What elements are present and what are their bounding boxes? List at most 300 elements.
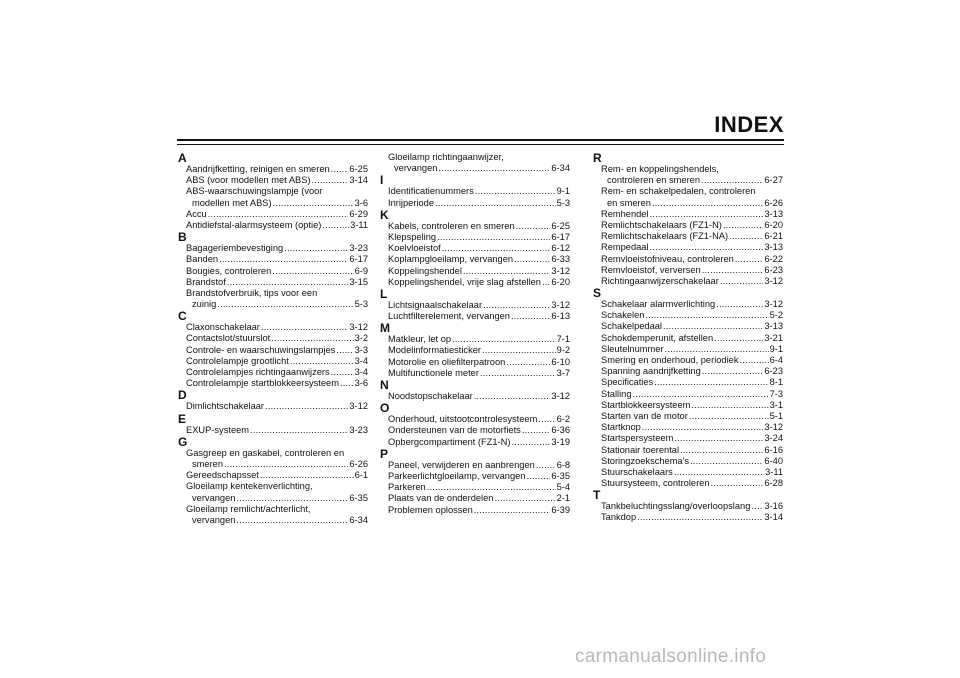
dot-leader [522, 425, 551, 436]
dot-leader [217, 299, 353, 310]
index-entry-text: Lichtsignaalschakelaar [388, 299, 483, 310]
index-column-2 [380, 152, 570, 516]
index-page-ref: 6-29 [349, 208, 368, 219]
index-entry [380, 198, 570, 209]
index-entry [593, 501, 783, 512]
index-entry-text: Rem- en koppelingshendels, [601, 164, 719, 174]
index-page-ref: 5-2 [769, 310, 783, 321]
index-entry-text: Controlelampjes richtingaanwijzers [186, 367, 330, 377]
dot-leader [654, 377, 768, 388]
index-entry-text: Contactslot/stuurslot [186, 333, 271, 344]
index-entry-text: Aandrijfketting, reinigen en smeren [186, 164, 330, 174]
dot-leader [322, 220, 349, 231]
index-page-ref: 7-3 [769, 388, 783, 399]
index-page-ref: 3-6 [354, 378, 368, 389]
dot-leader [720, 276, 764, 287]
index-entry-text: Paneel, verwijderen en aanbrengen [388, 459, 535, 470]
dot-leader [480, 368, 556, 379]
dot-leader [689, 411, 769, 422]
index-entry [178, 266, 368, 277]
dot-leader [208, 209, 349, 220]
index-entry-text: Remvloeistof, verversen [601, 264, 701, 275]
index-page-ref: 3-19 [551, 436, 570, 447]
index-entry [380, 152, 570, 174]
index-page-ref: 3-13 [764, 242, 783, 253]
dot-leader [702, 366, 764, 377]
index-page-ref: 3-2 [354, 333, 368, 344]
index-entry [593, 422, 783, 433]
index-section-letter: A [178, 151, 187, 165]
dot-leader [751, 501, 763, 512]
index-entry-text: Tankdop [601, 512, 637, 523]
dot-leader [452, 334, 556, 345]
index-entry [593, 344, 783, 355]
index-entry-text: EXUP-systeem [186, 424, 250, 435]
index-entry-text: ABS (voor modellen met ABS) [186, 175, 311, 186]
dot-leader [438, 163, 550, 174]
index-entry [593, 411, 783, 422]
index-page-ref: 3-3 [354, 344, 368, 355]
index-entry-text: Starten van de motor [601, 410, 688, 421]
index-entry [380, 334, 570, 345]
dot-leader [633, 389, 769, 400]
index-column-3 [593, 152, 783, 524]
index-page-ref: 6-20 [764, 219, 783, 230]
dot-leader [435, 198, 556, 209]
index-entry-text: Opbergcompartiment (FZ1-N) [388, 436, 511, 447]
dot-leader [483, 300, 550, 311]
index-entry [380, 221, 570, 232]
index-page-ref: 3-12 [349, 322, 368, 333]
index-entry-text: Smering en onderhoud, periodiek [601, 355, 739, 365]
index-entry-text: Koppelingshendel, vrije slag afstellen [388, 276, 541, 287]
index-entry [380, 277, 570, 288]
index-entry-text: Koelvloeistof [388, 243, 441, 254]
index-section-letter: B [178, 230, 187, 245]
index-entry-text: Brandstofverbruik, tips voor een [186, 287, 318, 298]
index-entry [593, 478, 783, 489]
index-page-ref: 6-13 [551, 311, 570, 322]
index-page-ref: 6-20 [551, 276, 570, 287]
index-page-ref: 6-17 [551, 231, 570, 242]
index-page-ref: 6-27 [764, 175, 783, 186]
index-entry-text: Specificaties [601, 377, 654, 388]
dot-leader [645, 310, 768, 321]
dot-leader [723, 220, 764, 231]
index-entry [380, 471, 570, 482]
index-entry [178, 448, 368, 470]
index-entry [593, 445, 783, 456]
index-page-ref: 3-7 [556, 367, 570, 378]
index-section-letter: I [380, 173, 384, 188]
dot-leader [312, 175, 349, 186]
index-entry [593, 231, 783, 242]
index-page-ref: 6-1 [354, 470, 368, 481]
index-entry [178, 254, 368, 265]
index-entry-text: Controlelampje grootlicht [186, 355, 289, 366]
index-section-letter: G [178, 434, 188, 449]
index-page-ref: 3-23 [349, 424, 368, 435]
dot-leader [542, 277, 550, 288]
index-page-ref: 3-11 [350, 219, 368, 230]
index-entry-text: controleren en smeren [607, 175, 701, 186]
index-page-ref: 6-17 [349, 254, 368, 265]
index-entry [380, 425, 570, 436]
index-entry [380, 311, 570, 322]
index-page-ref: 6-16 [764, 444, 783, 455]
index-page-ref: 5-3 [354, 299, 368, 310]
index-entry [380, 357, 570, 368]
index-entry [593, 310, 783, 321]
index-entry-text: Matkleur, let op [388, 334, 452, 345]
dot-leader [702, 265, 764, 276]
index-page-ref: 6-25 [551, 220, 570, 231]
dot-leader [250, 425, 348, 436]
dot-leader [516, 221, 551, 232]
index-entry [380, 414, 570, 425]
index-entry [178, 220, 368, 231]
index-entry [380, 493, 570, 504]
index-entry [178, 425, 368, 436]
dot-leader [271, 333, 353, 344]
index-page-ref: 3-14 [349, 175, 368, 186]
dot-leader [674, 467, 764, 478]
index-section-letter: P [380, 446, 389, 461]
index-entry [178, 470, 368, 481]
index-entry-text: Dimlichtschakelaar [186, 401, 265, 412]
index-page-ref: 6-22 [764, 253, 783, 264]
dot-leader [331, 367, 354, 378]
index-page-ref: 9-1 [556, 186, 570, 197]
dot-leader [284, 243, 348, 254]
index-entry-text: Stalling [601, 388, 632, 399]
index-entry [593, 333, 783, 344]
index-section-letter: R [593, 151, 602, 165]
dot-leader [482, 345, 556, 356]
dot-leader [663, 321, 763, 332]
index-page-ref: 3-12 [764, 275, 783, 286]
dot-leader [680, 445, 763, 456]
index-page-ref: 6-28 [764, 478, 783, 489]
index-entry-text: Onderhoud, uitstootcontrolesysteem [388, 414, 538, 425]
index-entry-text: Claxonschakelaar [186, 322, 260, 333]
dot-leader [265, 401, 348, 412]
index-entry-text: Brandstof [186, 276, 226, 287]
index-entry-text: Sleutelnummer [601, 343, 664, 354]
index-page-ref: 3-4 [354, 355, 368, 366]
index-page-ref: 3-23 [349, 243, 368, 254]
index-entry-text: Banden [186, 254, 219, 265]
index-entry-text: Plaats van de onderdelen [388, 493, 494, 504]
dot-leader [260, 470, 354, 481]
dot-leader [224, 459, 348, 470]
dot-leader [442, 243, 551, 254]
dot-leader [437, 232, 550, 243]
index-page-ref: 9-2 [556, 345, 570, 356]
index-entry [593, 276, 783, 287]
index-entry [178, 481, 368, 503]
index-entry-text: Controlelampje startblokkeersysteem [186, 378, 339, 389]
index-page-ref: 6-4 [769, 355, 783, 365]
dot-leader [536, 460, 556, 471]
index-page-ref: 7-1 [556, 334, 570, 345]
index-page-ref: 6-25 [349, 164, 368, 174]
index-entry [380, 505, 570, 516]
index-entry [593, 400, 783, 411]
dot-leader [652, 198, 763, 209]
index-page-ref: 3-12 [551, 391, 570, 401]
index-entry [178, 209, 368, 220]
index-entry-text: Stationair toerental [601, 444, 680, 455]
index-entry [178, 401, 368, 412]
index-entry [593, 209, 783, 220]
index-section-letter: K [380, 207, 389, 222]
dot-leader [494, 493, 555, 504]
dot-leader [690, 456, 763, 467]
dot-leader [336, 345, 353, 356]
index-page-ref: 3-13 [764, 208, 783, 219]
dot-leader [219, 254, 348, 265]
index-page-ref: 5-3 [556, 197, 570, 208]
dot-leader [474, 391, 551, 402]
dot-leader [642, 422, 764, 433]
index-entry-text: Multifunctionele meter [388, 367, 479, 378]
index-entry-text: Identificatienummers [388, 186, 474, 197]
watermark: carmanualsonline.info [575, 646, 767, 667]
dot-leader [474, 505, 551, 516]
dot-leader [729, 231, 763, 242]
index-entry-text: Rempedaal [601, 242, 649, 253]
index-entry [178, 175, 368, 186]
index-entry-text: Gloeilamp richtingaanwijzer, [388, 152, 504, 162]
index-page-ref: 6-12 [551, 243, 570, 254]
index-page-ref: 6-2 [556, 414, 570, 425]
index-section-letter: O [380, 401, 390, 416]
index-entry [380, 368, 570, 379]
index-entry [380, 460, 570, 471]
index-entry [380, 345, 570, 356]
index-page-ref: 3-12 [764, 299, 783, 310]
dot-leader [236, 515, 348, 526]
index-page-ref: 6-33 [551, 254, 570, 265]
index-page-ref: 2-1 [556, 493, 570, 504]
index-page-ref: 3-13 [764, 321, 783, 332]
dot-leader [340, 378, 354, 389]
dot-leader [665, 344, 769, 355]
index-page-ref: 3-6 [354, 197, 368, 208]
index-entry-text: ABS-waarschuwingslampje (voor [186, 186, 323, 197]
dot-leader [236, 493, 348, 504]
dot-leader [701, 175, 763, 186]
index-section-letter: D [178, 388, 187, 403]
index-entry-text: Schakelpedaal [601, 321, 662, 332]
dot-leader [227, 277, 349, 288]
index-page-ref: 6-8 [556, 459, 570, 470]
index-page-ref: 6-40 [764, 455, 783, 466]
index-entry [593, 186, 783, 208]
index-entry-text: Koppelingshendel [388, 265, 462, 276]
index-entry-text: Storingzoekschema's [601, 455, 690, 466]
index-page-ref: 3-21 [764, 332, 783, 343]
index-page-ref: 6-35 [349, 492, 368, 503]
index-entry-text: Remhendel [601, 208, 649, 219]
index-section-letter: S [593, 286, 602, 301]
index-entry [380, 232, 570, 243]
header-rule-thin [177, 144, 784, 145]
index-entry [178, 164, 368, 175]
dot-leader [511, 437, 550, 448]
index-entry [593, 299, 783, 310]
index-entry-text: Accu [186, 208, 207, 219]
index-page-ref: 9-1 [769, 343, 783, 354]
index-entry-text: vervangen [192, 492, 236, 503]
page-title: INDEX [714, 112, 784, 137]
dot-leader [711, 478, 764, 489]
index-entry [380, 186, 570, 197]
index-entry-text: Motorolie en oliefilterpatroon [388, 356, 506, 367]
index-entry-text: Problemen oplossen [388, 504, 473, 515]
index-entry [380, 243, 570, 254]
index-entry [593, 377, 783, 388]
index-entry-text: Remlichtschakelaars (FZ1-N) [601, 219, 722, 230]
dot-leader [526, 471, 550, 482]
index-page-ref: 3-1 [769, 399, 783, 410]
dot-leader [650, 242, 764, 253]
dot-leader [511, 311, 550, 322]
dot-leader [514, 254, 550, 265]
index-page-ref: 6-35 [551, 470, 570, 481]
index-entry-text: Spanning aandrijfketting [601, 366, 701, 377]
index-entry [178, 378, 368, 389]
index-entry-text: Parkeerlichtgloeilamp, vervangen [388, 470, 526, 481]
index-entry [593, 242, 783, 253]
index-entry-text: en smeren [607, 197, 651, 208]
index-entry-text: Startspersysteem [601, 433, 674, 444]
dot-leader [650, 209, 764, 220]
index-entry-text: Noodstopschakelaar [388, 391, 473, 401]
index-entry [178, 333, 368, 344]
dot-leader [261, 322, 348, 333]
index-page-ref: 6-10 [551, 356, 570, 367]
index-entry-text: modellen met ABS) [192, 197, 272, 208]
dot-leader [427, 482, 556, 493]
index-section-letter: E [178, 411, 187, 426]
index-page-ref: 3-12 [551, 299, 570, 310]
dot-leader [506, 357, 550, 368]
index-page-ref: 6-26 [764, 197, 783, 208]
index-entry [593, 265, 783, 276]
index-section-letter: T [593, 488, 601, 503]
index-entry [380, 437, 570, 448]
header-rule-thick [177, 139, 784, 141]
index-entry [178, 356, 368, 367]
index-entry-text: Inrijperiode [388, 197, 434, 208]
index-entry-text: Schakelaar alarmverlichting [601, 299, 716, 310]
index-entry-text: Klepspeling [388, 231, 437, 242]
dot-leader [272, 266, 353, 277]
index-entry-text: vervangen [394, 163, 438, 174]
index-page-ref: 3-4 [354, 367, 368, 377]
dot-leader [273, 198, 354, 209]
dot-leader [331, 164, 349, 175]
index-entry-text: vervangen [192, 514, 236, 525]
index-entry [593, 321, 783, 332]
index-entry [380, 254, 570, 265]
index-entry-text: Remvloeistofniveau, controleren [601, 253, 734, 264]
index-entry-text: Gasgreep en gaskabel, controleren en [186, 447, 345, 458]
index-page-ref: 3-11 [765, 466, 783, 477]
index-entry [593, 355, 783, 366]
index-page-ref: 6-34 [349, 514, 368, 525]
dot-leader [691, 400, 768, 411]
index-entry-text: Controle- en waarschuwingslampjes [186, 344, 336, 355]
index-entry-text: Bagageriembevestiging [186, 243, 284, 254]
dot-leader [674, 433, 763, 444]
index-entry [178, 243, 368, 254]
index-entry-text: Richtingaanwijzerschakelaar [601, 275, 719, 286]
dot-leader [716, 299, 763, 310]
dot-leader [475, 186, 556, 197]
index-page-ref: 8-1 [769, 377, 783, 388]
index-page-ref: 6-9 [354, 265, 368, 276]
index-entry [593, 366, 783, 377]
index-entry-text: Remlichtschakelaars (FZ1-NA) [601, 231, 729, 242]
index-entry [178, 367, 368, 378]
index-entry-text: Stuurschakelaars [601, 466, 673, 477]
index-column-1 [178, 152, 368, 526]
index-page-ref: 6-26 [349, 458, 368, 469]
index-page-ref: 6-21 [764, 231, 783, 242]
index-page-ref: 3-12 [764, 422, 783, 433]
index-entry [380, 391, 570, 402]
index-page-ref: 3-15 [349, 276, 368, 287]
index-page-ref: 3-16 [764, 501, 783, 512]
index-entry [593, 467, 783, 478]
index-entry [178, 504, 368, 526]
index-entry-text: Gloeilamp kentekenverlichting, [186, 481, 313, 492]
index-page-ref: 6-23 [764, 366, 783, 377]
index-page-ref: 6-36 [551, 425, 570, 436]
index-entry [593, 254, 783, 265]
dot-leader [538, 414, 555, 425]
index-section-letter: C [178, 309, 187, 324]
index-section-letter: M [380, 321, 390, 336]
index-page-ref: 3-12 [551, 265, 570, 276]
index-entry-text: Schokdemperunit, afstellen [601, 332, 714, 343]
index-section-letter: L [380, 286, 388, 301]
index-entry [178, 288, 368, 310]
index-entry-text: smeren [192, 458, 224, 469]
index-entry-text: Bougies, controleren [186, 265, 272, 276]
index-entry-text: Kabels, controleren en smeren [388, 220, 515, 231]
index-page-ref: 3-14 [764, 512, 783, 523]
index-page-ref: 6-23 [764, 264, 783, 275]
dot-leader [735, 254, 764, 265]
index-entry-text: Luchtfilterelement, vervangen [388, 311, 510, 322]
dot-leader [739, 355, 768, 366]
index-page-ref: 6-39 [551, 504, 570, 515]
index-entry-text: Stuursysteem, controleren [601, 478, 710, 489]
index-entry-text: Schakelen [601, 310, 645, 321]
index-page-ref: 3-12 [349, 401, 368, 412]
index-entry-text: Antidiefstal-alarmsysteem (optie) [186, 219, 322, 230]
index-entry-text: Rem- en schakelpedalen, controleren [601, 186, 756, 197]
index-entry-text: Startknop [601, 422, 641, 433]
index-entry [380, 266, 570, 277]
index-entry [593, 433, 783, 444]
dot-leader [714, 333, 763, 344]
index-entry [593, 164, 783, 186]
